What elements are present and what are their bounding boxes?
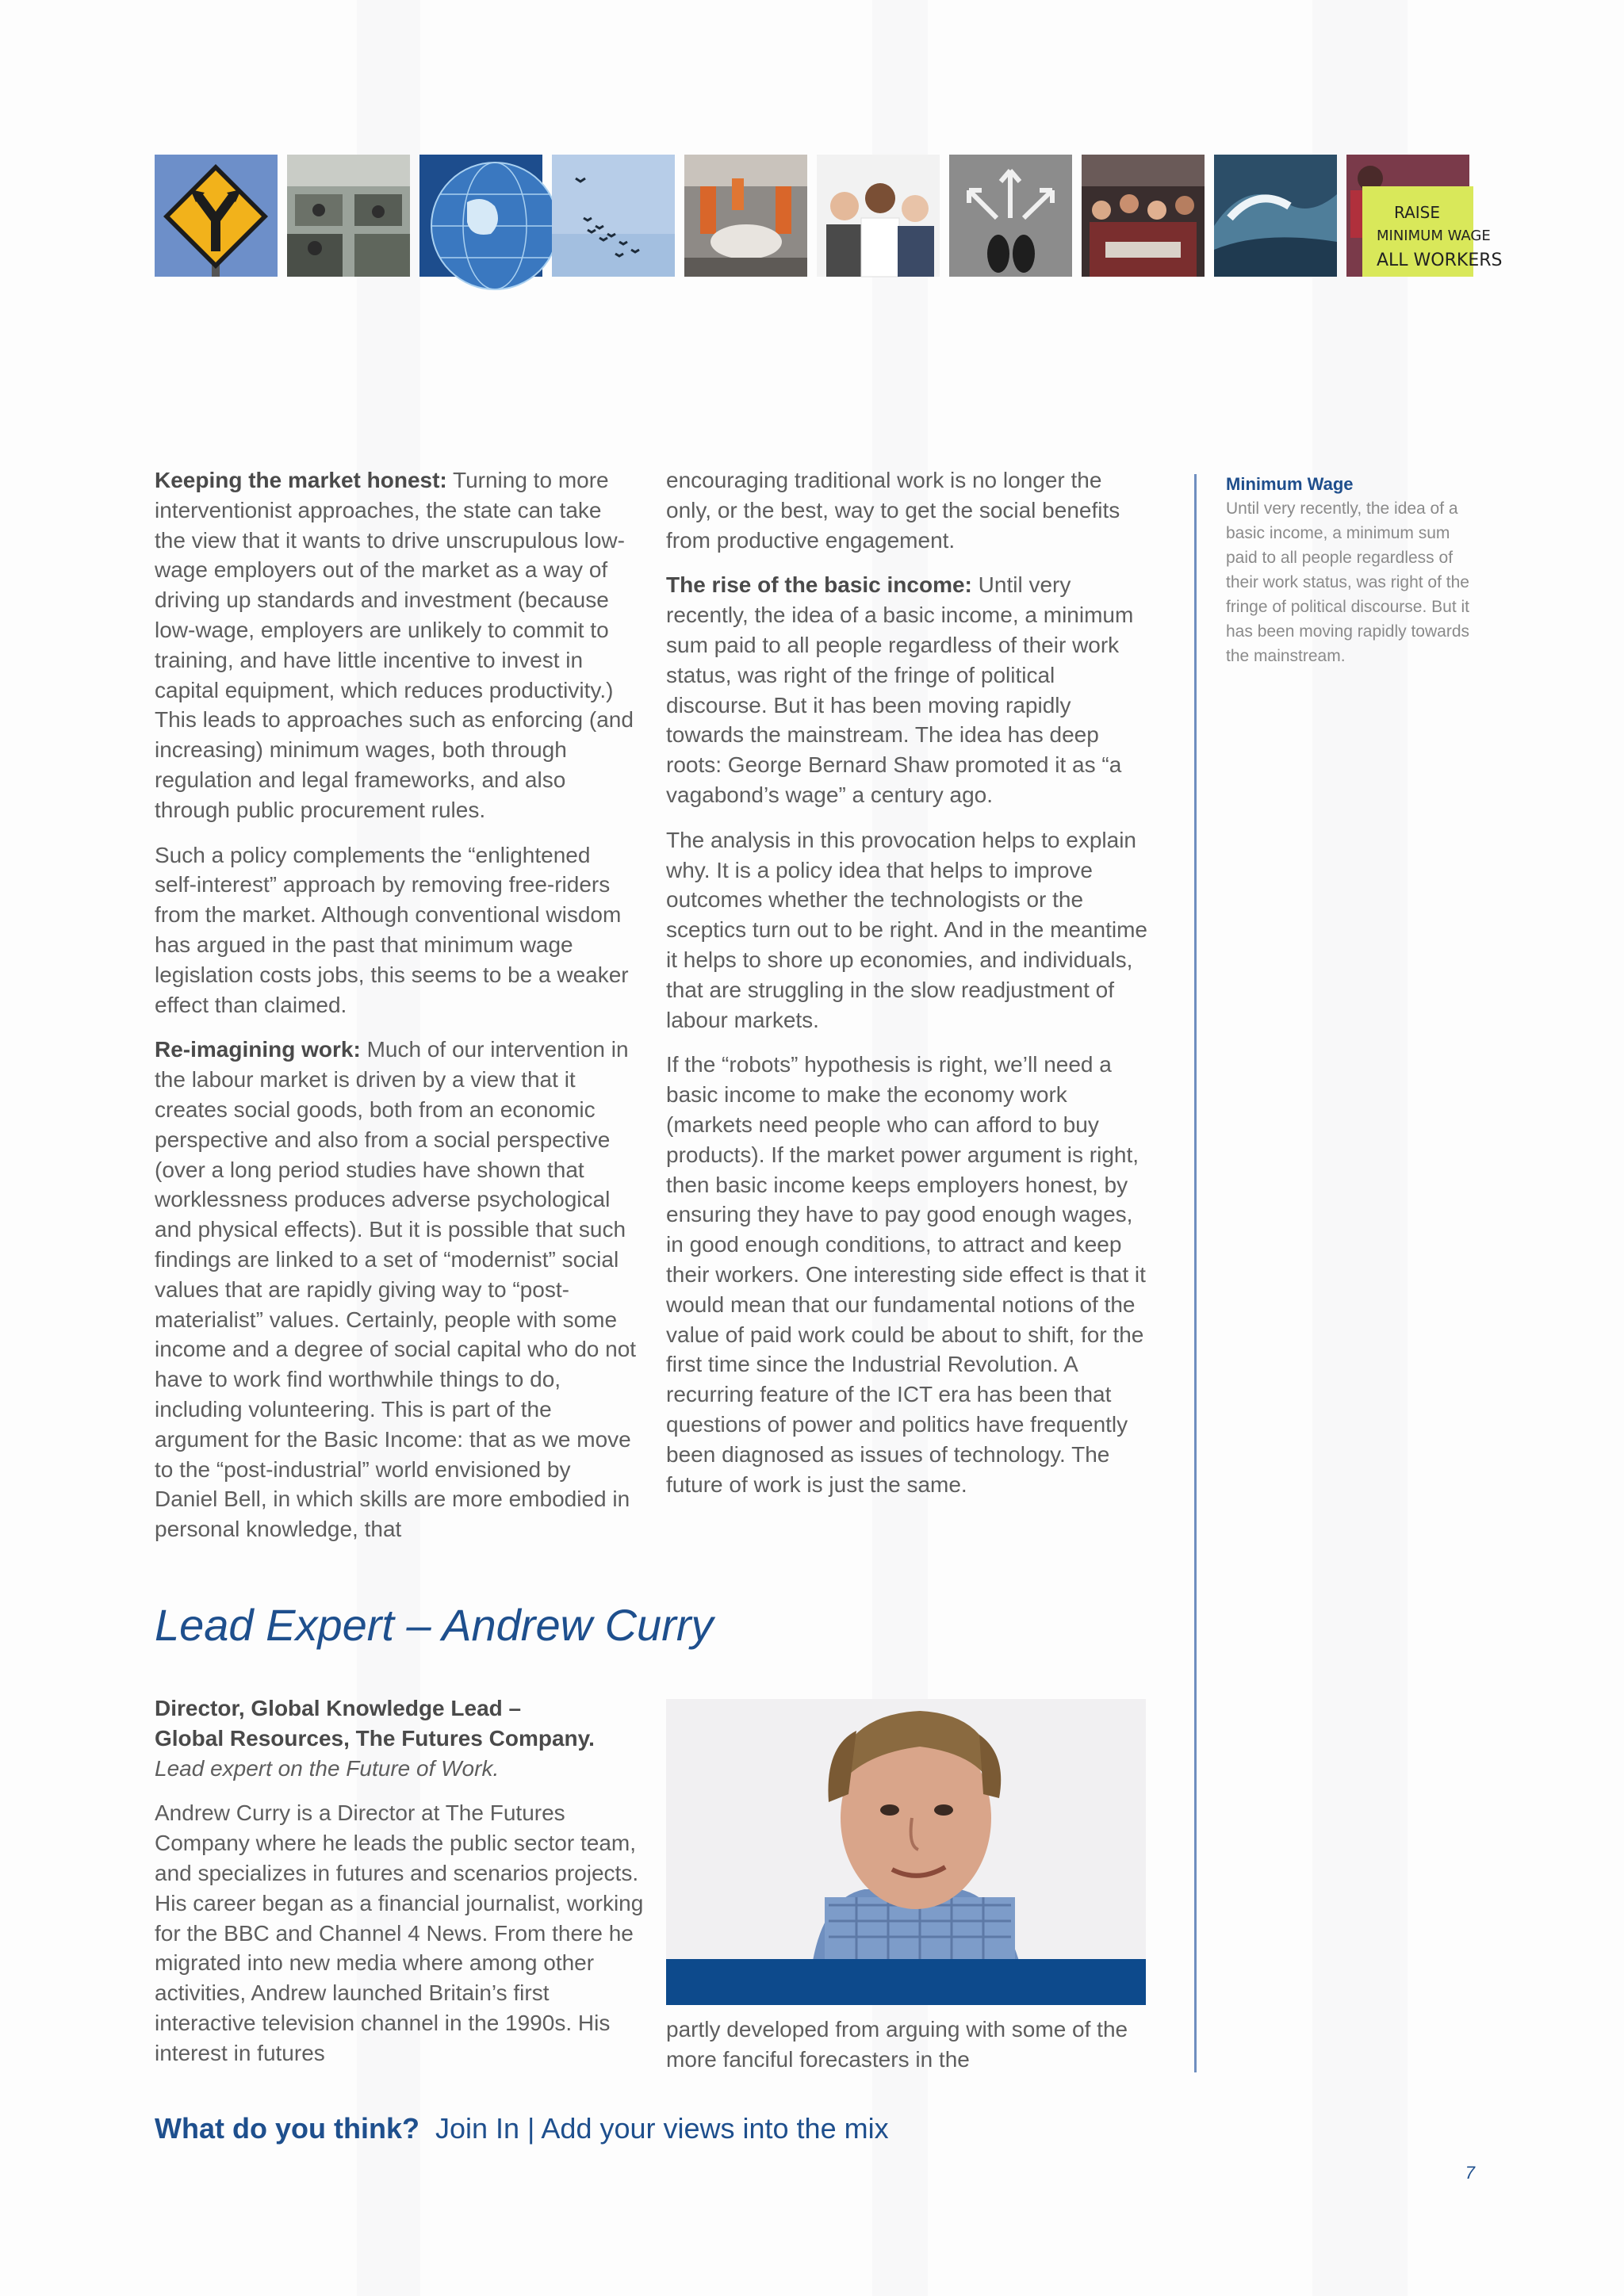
paragraph-body: Turning to more interventionist approaches, the state can take the view that it wants to drive unscrupulous low-wage employers out of the market as a way of driving up standards and investment (because low-wage, employers are unlikely to commit to training, and have little incentive to invest in capital equipment, which reduces productivity.) This leads to approaches such as enforcing (and increasing) minimum wages, both through regulation and legal frameworks, and also through public procurement rules. <box>155 468 634 822</box>
paragraph-lead: Re-imagining work: <box>155 1037 361 1062</box>
expert-bio-text: Andrew Curry is a Director at The Futures Company where he leads the public sector team, and specializes in futures and scenarios projects. His career began as a financial journalist, working for the BBC and Channel 4 News. From there he migrated into new media where among other activities, Andrew launched Britain’s first interactive television channel in the 1990s. His interest in futures <box>155 1800 644 2065</box>
globe-image <box>419 155 542 277</box>
paragraph-analysis: The analysis in this provocation helps to explain why. It is a policy idea that helps to improve outcomes whether the technologists or the sceptics turn out to be right. And in the meantime it helps to shore up economies, and individuals, that are struggling in the slow readjustment of labour markets. <box>666 827 1148 1032</box>
body-column-left <box>155 465 638 1559</box>
image-strip <box>155 155 1503 277</box>
call-to-action <box>155 2109 889 2149</box>
paragraph-reimagining-work <box>155 1035 638 1544</box>
crowd-meeting-image <box>1082 155 1205 277</box>
svg-text:MINIMUM WAGE: MINIMUM WAGE <box>1377 228 1491 244</box>
expert-role-line: Director, Global Knowledge Lead – <box>155 1696 522 1720</box>
paragraph-policy-complements: Such a policy complements the “enlightened self-interest” approach by removing free-riders from the market. Although conventional wisdom has argued in the past that minimum wage legislation costs jobs, this seems to be a weaker effect than claimed. <box>155 842 629 1017</box>
expert-role-line: Global Resources, The Futures Company. <box>155 1725 595 1751</box>
sidebar-body: Until very recently, the idea of a basic income, a minimum sum paid to all people regardless of their work status, was right of the fringe of political discourse. But it has been moving rapidly towards the mainstream. <box>1226 499 1470 665</box>
paragraph-body: Until very recently, the idea of a basic income, a minimum sum paid to all people regardless of their work status, was right of the fringe of political discourse. But it has been moving rapidly towards the mainstream. The idea has deep roots: George Bernard Shaw promoted it as “a vagabond’s wage” a century ago. <box>666 572 1134 807</box>
expert-tagline: Lead expert on the Future of Work. <box>155 1755 500 1781</box>
paragraph-basic-income <box>666 570 1150 809</box>
office-cubicles-image <box>287 155 410 277</box>
expert-portrait <box>666 1699 1146 2005</box>
ocean-wave-image <box>1214 155 1337 277</box>
paragraph-body: Much of our intervention in the labour market is driven by a view that it creates social goods, both from an economic perspective and also from a social perspective (over a long period studies have shown that worklessness produces adverse psychological and physical effects). But it is possible that such findings are linked to a set of “modernist” social values that are rapidly giving way to “post-materialist” values. Certainly, people with some income and a degree of social capital who do not have to work find worthwhile things to do, including volunteering. This is part of the argument for the Basic Income: that as we move to the “post-industrial” world envisioned by Daniel Bell, in which skills are more embodied in personal knowledge, that <box>155 1037 637 1542</box>
page-number: 7 <box>1465 2163 1475 2183</box>
sidebar-pullout <box>1226 472 1480 668</box>
paragraph-lead: The rise of the basic income: <box>666 572 972 598</box>
factory-robots-image <box>684 155 807 277</box>
paragraph-robots-hypothesis: If the “robots” hypothesis is right, we’ll need a basic income to make the economy work (markets need people who can afford to buy products). If the market power argument is right, then basic income keeps employers honest, by ensuring they have to pay good enough wages, in good enough conditions, to attract and keep their workers. One interesting side effect is that it would mean that our fundamental notions of the value of paid work could be about to shift, for the first time since the Industrial Revolution. A recurring feature of the ICT era has been that questions of power and politics have frequently been diagnosed as issues of technology. The future of work is just the same. <box>666 1052 1146 1497</box>
sidebar-title: Minimum Wage <box>1226 474 1354 494</box>
background-panel <box>1312 0 1408 2296</box>
paragraph-encouraging-work: encouraging traditional work is no longer the only, or the best, way to get the social benefits from productive engagement. <box>666 468 1120 553</box>
expert-heading: Lead Expert – Andrew Curry <box>155 1600 714 1650</box>
protest-sign-image <box>1346 155 1503 277</box>
sidebar-divider <box>1194 474 1197 2072</box>
feet-arrows-image <box>949 155 1072 277</box>
three-people-image <box>817 155 940 277</box>
svg-text:RAISE: RAISE <box>1394 203 1440 222</box>
cta-question: What do you think? <box>155 2112 419 2145</box>
paragraph-market-honest <box>155 465 638 825</box>
svg-text:ALL WORKERS: ALL WORKERS <box>1377 251 1503 270</box>
body-column-right <box>666 465 1150 1514</box>
expert-bio-continued: partly developed from arguing with some of the more fanciful forecasters in the <box>666 2017 1128 2072</box>
fork-road-sign-image <box>155 155 278 277</box>
expert-bio <box>155 1693 646 2068</box>
join-in-link[interactable]: Join In | Add your views into the mix <box>435 2112 889 2145</box>
paragraph-lead: Keeping the market honest: <box>155 468 447 492</box>
birds-flying-image <box>552 155 675 277</box>
